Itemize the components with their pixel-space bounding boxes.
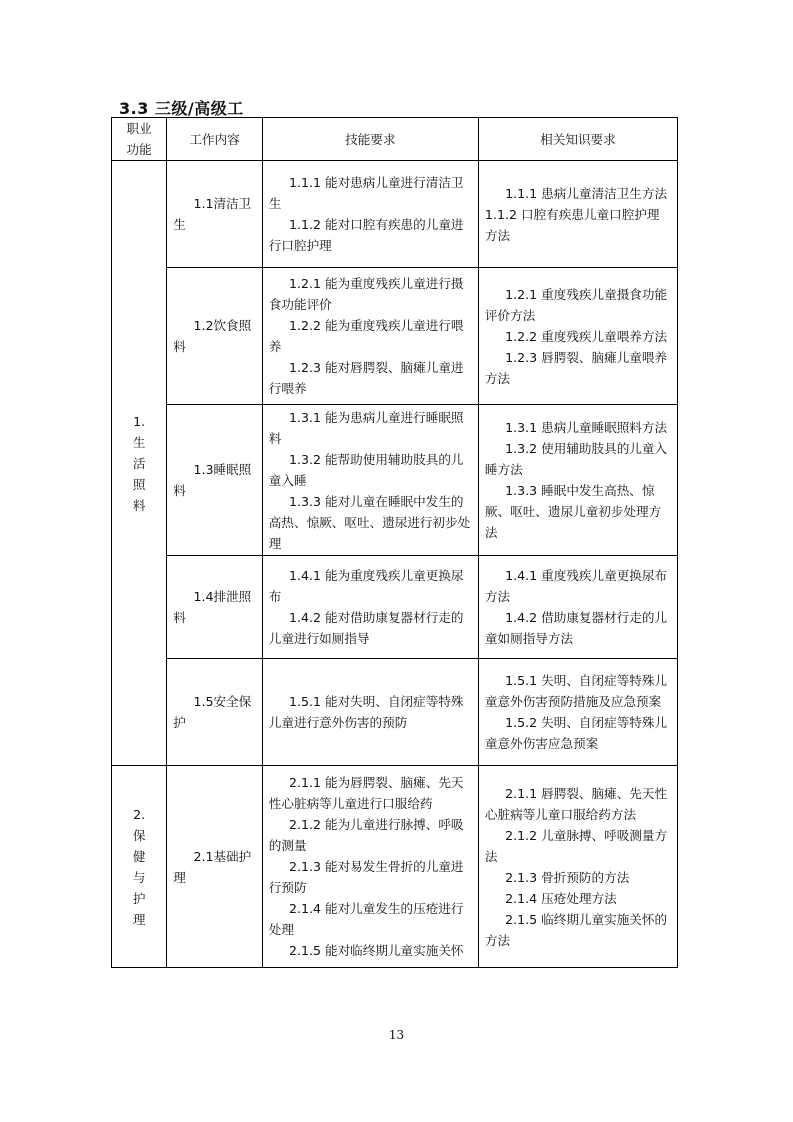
knowledge-cell: 1.3.1 患病儿童睡眠照料方法 1.3.2 使用辅助肢具的儿童入睡方法 1.3.3 睡眠中发生高热、惊厥、呕吐、遗尿儿童初步处理方法	[478, 405, 677, 556]
knowledge-cell: 1.2.1 重度残疾儿童摄食功能评价方法 1.2.2 重度残疾儿童喂养方法 1.2.3 唇腭裂、脑瘫儿童喂养方法	[478, 268, 677, 405]
table-row	[112, 659, 678, 766]
func-cell-life-care: 1. 生 活 照 料	[112, 161, 167, 766]
table-row	[112, 405, 678, 556]
work-cell: 1.1清洁卫生	[167, 161, 263, 268]
skill-cell: 2.1.1 能为唇腭裂、脑瘫、先天性心脏病等儿童进行口服给药 2.1.2 能为儿童进行脉搏、呼吸的测量 2.1.3 能对易发生骨折的儿童进行预防 2.1.4 能对儿童发生的压疮进行处理 2.1.5 能对临终期儿童实施关怀	[262, 766, 478, 968]
skill-cell: 1.2.1 能为重度残疾儿童进行摄食功能评价 1.2.2 能为重度残疾儿童进行喂养 1.2.3 能对唇腭裂、脑瘫儿童进行喂养	[262, 268, 478, 405]
header-skill: 技能要求	[262, 118, 478, 161]
skill-cell: 1.5.1 能对失明、自闭症等特殊儿童进行意外伤害的预防	[262, 659, 478, 766]
table-row	[112, 556, 678, 659]
header-func: 职业 功能	[112, 118, 167, 161]
knowledge-cell: 1.4.1 重度残疾儿童更换尿布方法 1.4.2 借助康复器材行走的儿童如厕指导方法	[478, 556, 677, 659]
knowledge-cell: 2.1.1 唇腭裂、脑瘫、先天性心脏病等儿童口服给药方法 2.1.2 儿童脉搏、呼吸测量方法 2.1.3 骨折预防的方法 2.1.4 压疮处理方法 2.1.5 临终期儿童实施关怀的方法	[478, 766, 677, 968]
skill-cell: 1.1.1 能对患病儿童进行清洁卫生 1.1.2 能对口腔有疾患的儿童进行口腔护理	[262, 161, 478, 268]
skills-table	[111, 117, 678, 968]
table-row	[112, 161, 678, 268]
work-cell: 1.5安全保护	[167, 659, 263, 766]
work-cell: 1.2饮食照料	[167, 268, 263, 405]
table-header-row	[112, 118, 678, 161]
work-cell: 2.1基础护理	[167, 766, 263, 968]
page-number: 13	[388, 1028, 405, 1042]
knowledge-cell: 1.1.1 患病儿童清洁卫生方法1.1.2 口腔有疾患儿童口腔护理方法	[478, 161, 677, 268]
knowledge-cell: 1.5.1 失明、自闭症等特殊儿童意外伤害预防措施及应急预案 1.5.2 失明、自闭症等特殊儿童意外伤害应急预案	[478, 659, 677, 766]
header-knowledge: 相关知识要求	[478, 118, 677, 161]
skill-cell: 1.3.1 能为患病儿童进行睡眠照料 1.3.2 能帮助使用辅助肢具的儿童入睡 1.3.3 能对儿童在睡眠中发生的高热、惊厥、呕吐、遗尿进行初步处理	[262, 405, 478, 556]
header-work: 工作内容	[167, 118, 263, 161]
func-cell-health-care: 2. 保 健 与 护 理	[112, 766, 167, 968]
work-cell: 1.4排泄照料	[167, 556, 263, 659]
section-heading: 3.3 三级/高级工	[119, 99, 244, 118]
work-cell: 1.3睡眠照料	[167, 405, 263, 556]
skill-cell: 1.4.1 能为重度残疾儿童更换尿布 1.4.2 能对借助康复器材行走的儿童进行如厕指导	[262, 556, 478, 659]
table-row	[112, 268, 678, 405]
table-row	[112, 766, 678, 968]
